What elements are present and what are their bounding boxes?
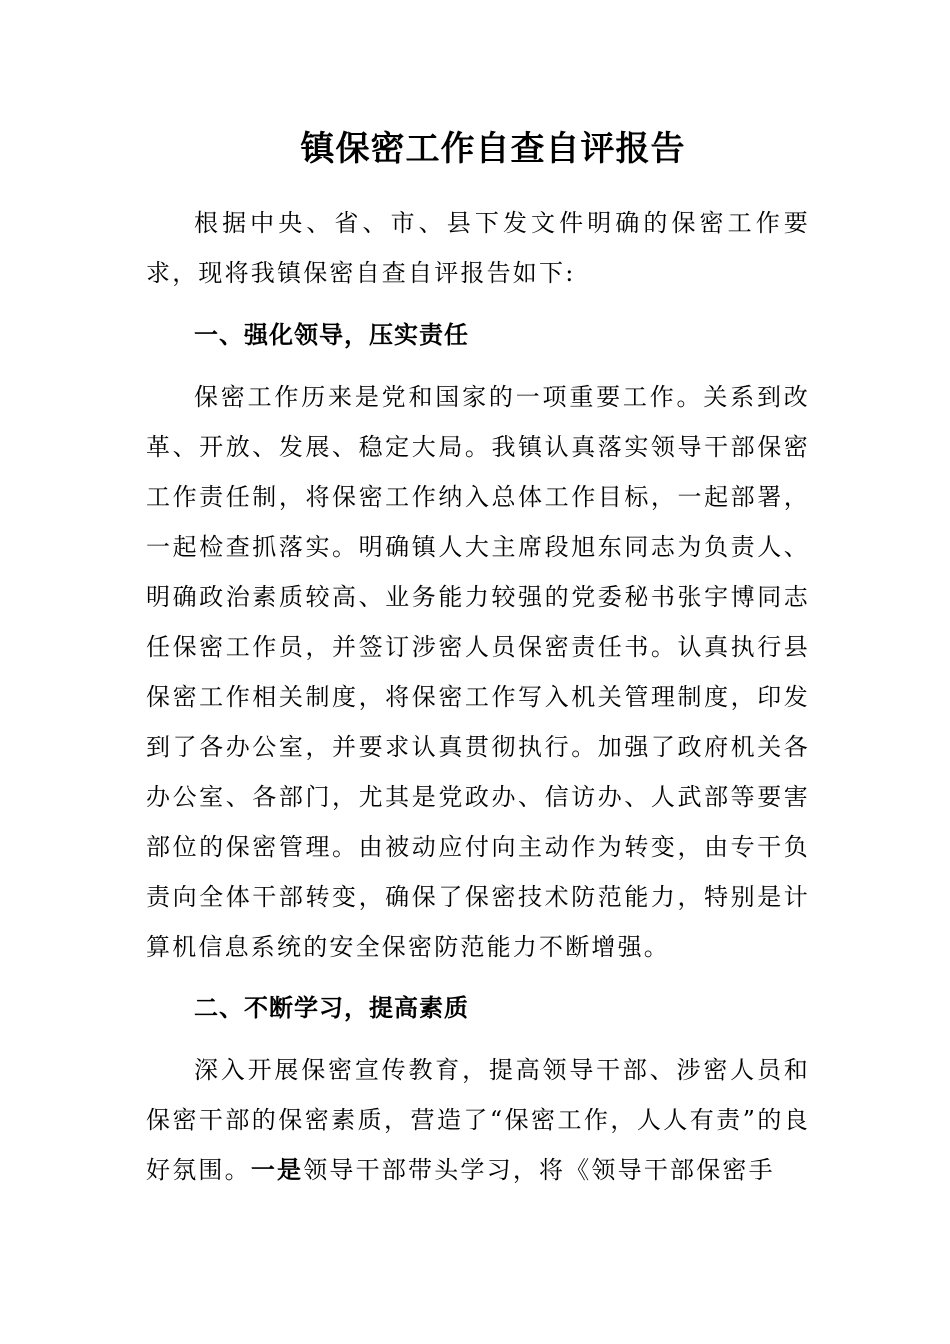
section2-text-part2: 领导干部带头学习，将《领导干部保密手 — [303, 1156, 775, 1184]
section2-paragraph — [146, 1045, 810, 1195]
section2-body — [146, 1045, 810, 1195]
section1-heading: 一、强化领导，压实责任 — [194, 321, 469, 349]
section2-heading-block — [146, 983, 810, 1033]
section2-heading: 二、不断学习，提高素质 — [194, 994, 469, 1022]
section1-heading-block — [146, 310, 810, 360]
intro-block — [146, 198, 810, 298]
section2-bold-marker: 一是 — [250, 1156, 304, 1184]
section1-paragraph: 保密工作历来是党和国家的一项重要工作。关系到改革、开放、发展、稳定大局。我镇认真落实领导干部保密工作责任制，将保密工作纳入总体工作目标，一起部署，一起检查抓落实。明确镇人大主席段旭东同志为负责人、明确政治素质较高、业务能力较强的党委秘书张宇博同志任保密工作员，并签订涉密人员保密责任书。认真执行县保密工作相关制度，将保密工作写入机关管理制度，印发到了各办公室，并要求认真贯彻执行。加强了政府机关各办公室、各部门，尤其是党政办、信访办、人武部等要害部位的保密管理。由被动应付向主动作为转变，由专干负责向全体干部转变，确保了保密技术防范能力，特别是计算机信息系统的安全保密防范能力不断增强。 — [146, 383, 810, 961]
document-title: 镇保密工作自查自评报告 — [300, 129, 686, 169]
intro-paragraph: 根据中央、省、市、县下发文件明确的保密工作要求，现将我镇保密自查自评报告如下: — [146, 209, 810, 287]
section1-body — [146, 372, 810, 972]
section2-text-part1: 深入开展保密宣传教育，提高领导干部、涉密人员和保密干部的保密素质，营造了“保密工作，人人有责”的良好氛围。 — [146, 1056, 810, 1184]
